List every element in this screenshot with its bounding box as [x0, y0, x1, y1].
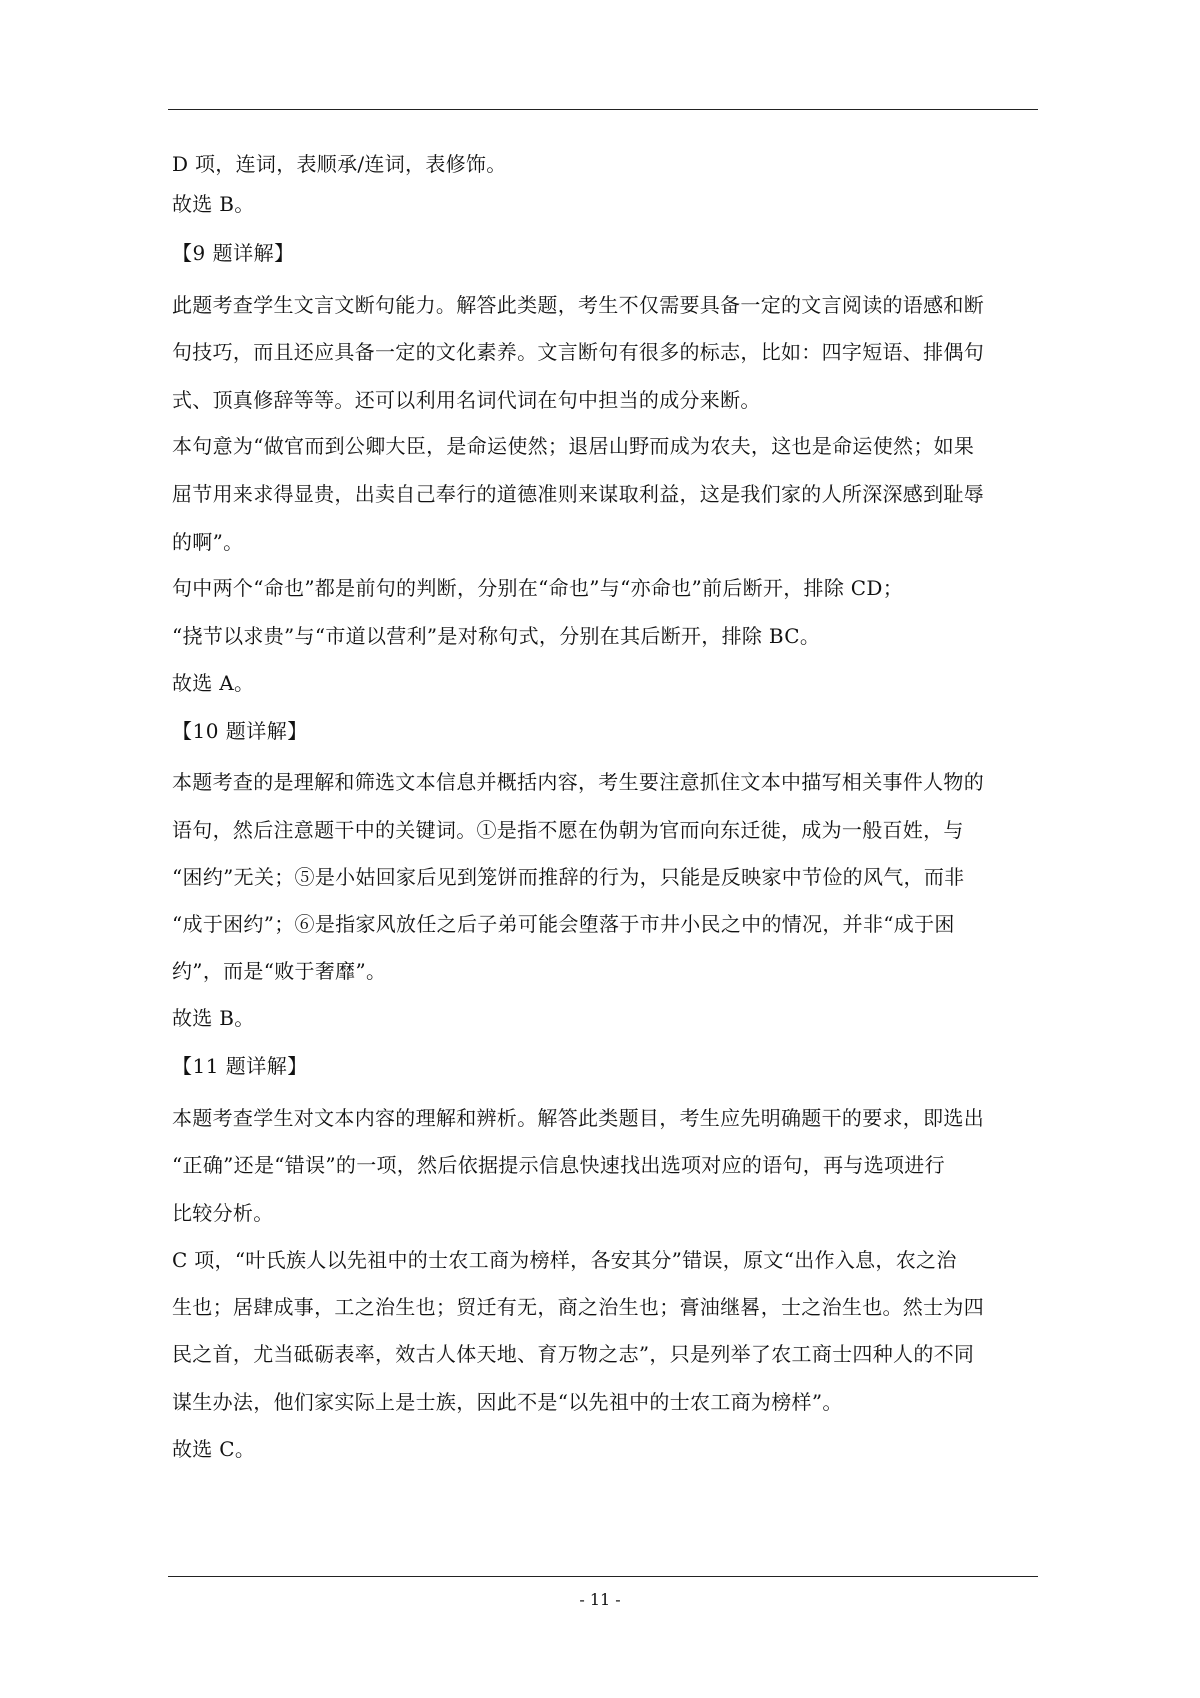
text-line: D 项，连词，表顺承/连词，表修饰。	[172, 152, 507, 176]
text-line: “挠节以求贵”与“市道以营利”是对称句式，分别在其后断开，排除 BC。	[172, 624, 821, 648]
text-line: 屈节用来求得显贵，出卖自己奉行的道德准则来谋取利益，这是我们家的人所深深感到耻辱	[172, 482, 984, 506]
text-line: 约”，而是“败于奢靡”。	[172, 959, 387, 983]
text-line: 谋生办法，他们家实际上是士族，因此不是“以先祖中的士农工商为榜样”。	[172, 1390, 843, 1414]
text-line: 故选 B。	[172, 1006, 255, 1030]
text-line: 句中两个“命也”都是前句的判断，分别在“命也”与“亦命也”前后断开，排除 CD；	[172, 576, 904, 600]
footer-rule	[168, 1576, 1038, 1577]
text-line: 故选 C。	[172, 1437, 256, 1461]
text-line: 本题考查学生对文本内容的理解和辨析。解答此类题目，考生应先明确题干的要求，即选出	[172, 1106, 984, 1130]
section-heading-10: 【10 题详解】	[172, 719, 308, 743]
text-line: 本题考查的是理解和筛选文本信息并概括内容，考生要注意抓住文本中描写相关事件人物的	[172, 770, 984, 794]
text-line: 故选 A。	[172, 671, 255, 695]
text-line: 式、顶真修辞等等。还可以利用名词代词在句中担当的成分来断。	[172, 388, 761, 412]
text-line: 故选 B。	[172, 192, 255, 216]
text-line: 此题考查学生文言文断句能力。解答此类题，考生不仅需要具备一定的文言阅读的语感和断	[172, 293, 984, 317]
text-line: 的啊”。	[172, 530, 244, 554]
text-line: C 项，“叶氏族人以先祖中的士农工商为榜样，各安其分”错误，原文“出作入息，农之治	[172, 1248, 957, 1272]
header-rule	[168, 109, 1038, 110]
text-line: 比较分析。	[172, 1201, 274, 1225]
section-heading-11: 【11 题详解】	[172, 1054, 308, 1078]
text-line: 本句意为“做官而到公卿大臣，是命运使然；退居山野而成为农夫，这也是命运使然；如果	[172, 434, 975, 458]
page-number: - 11 -	[579, 1590, 621, 1609]
text-line: 民之首，尤当砥砺表率，效古人体天地、育万物之志”，只是列举了农工商士四种人的不同	[172, 1342, 975, 1366]
text-line: 句技巧，而且还应具备一定的文化素养。文言断句有很多的标志，比如：四字短语、排偶句	[172, 340, 984, 364]
text-line: “成于困约”；⑥是指家风放任之后子弟可能会堕落于市井小民之中的情况，并非“成于困	[172, 912, 955, 936]
section-heading-9: 【9 题详解】	[172, 241, 295, 265]
text-line: “困约”无关；⑤是小姑回家后见到笼饼而推辞的行为，只能是反映家中节俭的风气，而非	[172, 865, 965, 889]
text-line: 生也；居肆成事，工之治生也；贸迁有无，商之治生也；膏油继晷，士之治生也。然士为四	[172, 1295, 984, 1319]
text-line: 语句，然后注意题干中的关键词。①是指不愿在伪朝为官而向东迁徙，成为一般百姓，与	[172, 818, 964, 842]
text-line: “正确”还是“错误”的一项，然后依据提示信息快速找出选项对应的语句，再与选项进行	[172, 1153, 945, 1177]
